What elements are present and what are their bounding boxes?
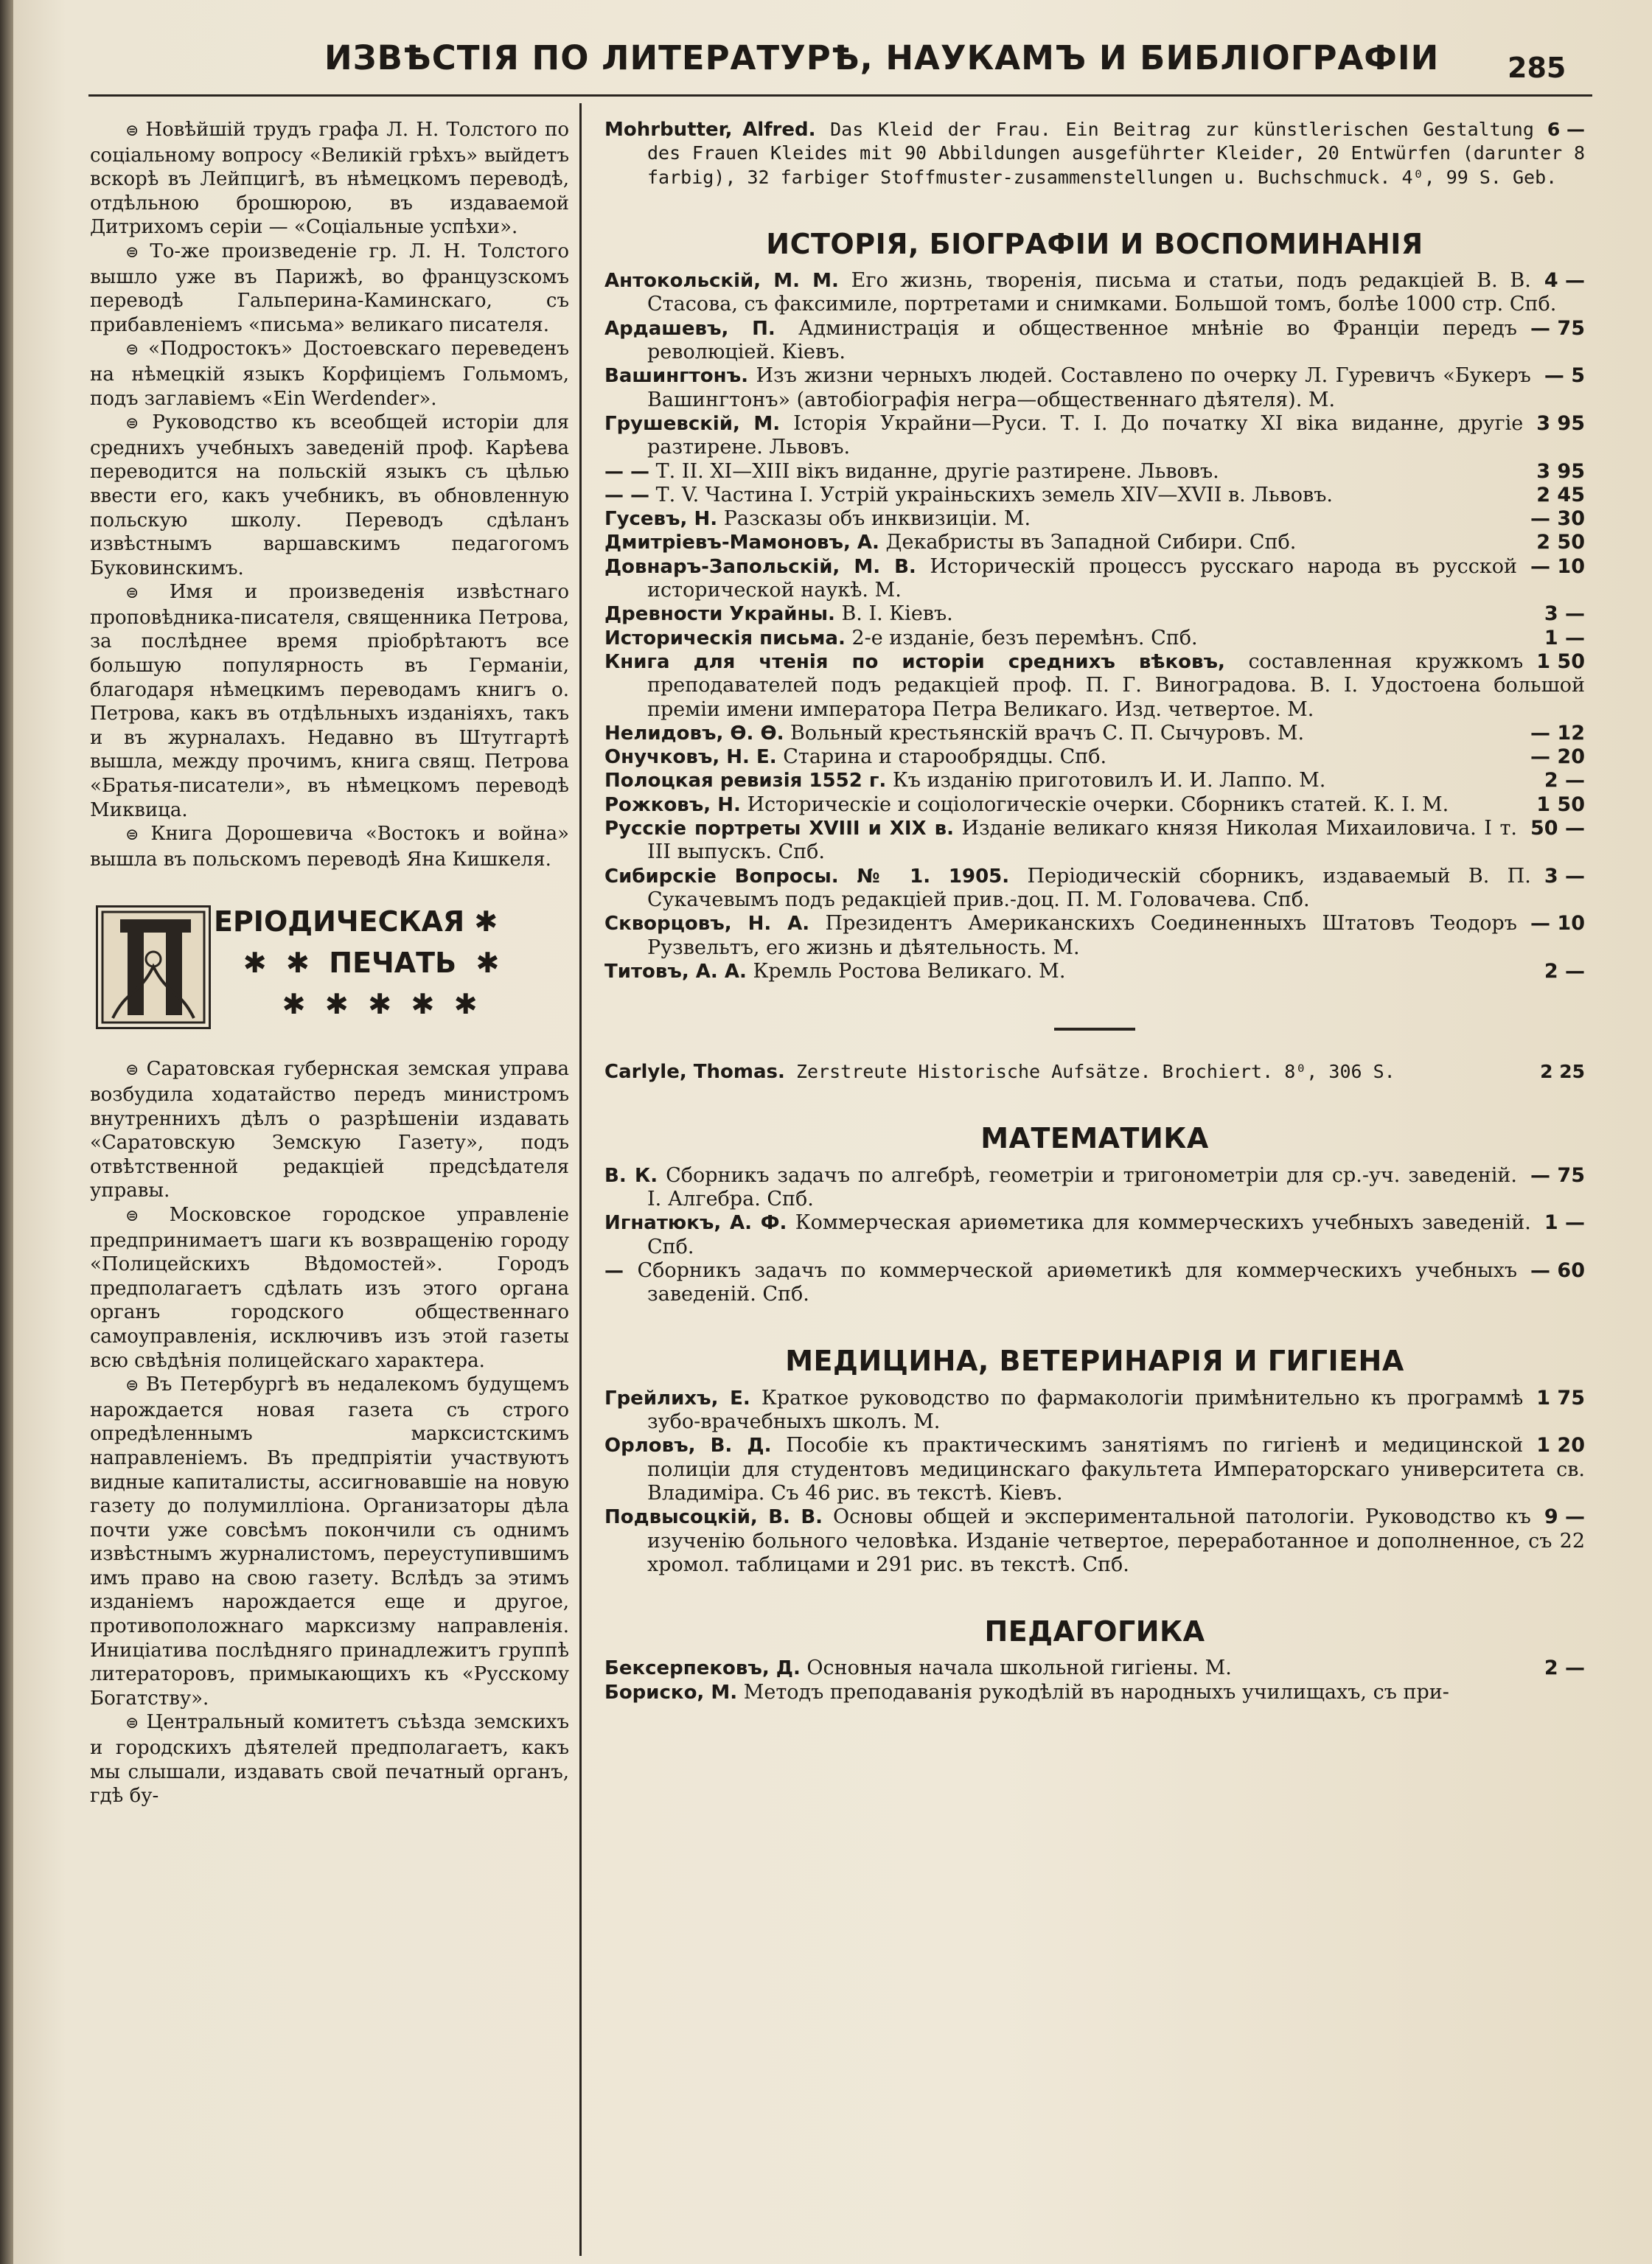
bullet-mark-icon: ⊜ [125, 1376, 146, 1396]
entry-author: Рожковъ, Н. [604, 793, 741, 816]
bibliography-entry [604, 650, 1585, 722]
news-item [90, 118, 569, 240]
entry-text: Сборникъ задачъ по коммерческой ариѳметикѣ для коммерческихъ учебныхъ заведеній. Спб. [637, 1258, 1518, 1306]
bibliography-entry [604, 745, 1585, 769]
section-title-history: ИСТОРІЯ, БІОГРАФІИ И ВОСПОМИНАНІЯ [766, 227, 1423, 260]
header-title: ИЗВѢСТІЯ ПО ЛИТЕРАТУРѢ, НАУКАМЪ И БИБЛІОГРАФІИ [324, 38, 1440, 77]
bibliography-entry [604, 1211, 1585, 1259]
entry-price: 50 — [1530, 817, 1585, 840]
bibliography-entry [604, 1505, 1585, 1577]
bibliography-entry [604, 817, 1585, 865]
entry-author: Титовъ, А. А. [604, 960, 747, 983]
bibliography-entry [604, 507, 1585, 531]
bibliography-entry [604, 1259, 1585, 1307]
entry-author: В. К. [604, 1164, 658, 1187]
entry-text: Кремль Ростова Великаго. М. [753, 959, 1066, 983]
bibliography-entry [604, 769, 1585, 793]
entry-text: Его жизнь, творенія, письма и статьи, подъ редакціей В. В. Стасова, съ факсимиле, портретами и снимками. Большой томъ, болѣе 1000 стр. Спб. [647, 269, 1557, 316]
entry-author: Историческія письма. [604, 627, 846, 649]
bullet-mark-icon: ⊜ [125, 341, 149, 360]
entry-text: Къ изданію приготовилъ И. И. Лаппо. М. [892, 769, 1326, 793]
bibliography-entry [604, 317, 1585, 365]
news-item [90, 1057, 569, 1203]
header-rule [88, 94, 1592, 97]
entry-price: 1 75 [1536, 1386, 1585, 1410]
entry-text: Президентъ Американскихъ Соединенныхъ Штатовъ Теодоръ Рузвельтъ, его жизнь и дѣятельность. М. [647, 912, 1517, 959]
news-text: Московское городское управленіе предпринимаетъ шаги къ возвращенію городу «Полицейскихъ Вѣдомостей». Городъ предполагаетъ сдѣлать изъ этого органа органъ городского общественнаго самоуправленія, исключивъ изъ этой газеты всю свѣдѣнія полицейскаго характера. [90, 1203, 569, 1372]
entry-price: 1 20 [1536, 1434, 1585, 1457]
bibliography-entry [604, 1164, 1585, 1212]
entry-price: — 12 [1530, 721, 1585, 745]
entry-author: Онучковъ, Н. Е. [604, 746, 777, 769]
entry-text: Историческіе и соціологическіе очерки. Сборникъ статей. К. I. М. [747, 793, 1449, 816]
entry-author: Полоцкая ревизія 1552 г. [604, 770, 887, 793]
entry-price: — 60 [1530, 1258, 1585, 1282]
bibliography-entry [604, 722, 1585, 745]
news-item [90, 240, 569, 337]
bullet-mark-icon: ⊜ [125, 826, 151, 845]
bibliography-entry [604, 1434, 1585, 1505]
news-item [90, 337, 569, 411]
entry-price: 1 — [1544, 626, 1585, 649]
bullet-mark-icon: ⊜ [125, 1206, 170, 1225]
entry-price: 9 — [1544, 1505, 1585, 1529]
entry-price: — 30 [1530, 507, 1585, 531]
news-list-top [90, 118, 569, 871]
entry-price: — 10 [1530, 554, 1585, 578]
bibliography-entry [604, 118, 1585, 189]
math-list [604, 1164, 1585, 1307]
entry-author: — [604, 1259, 624, 1282]
entry-author: Орловъ, В. Д. [604, 1435, 772, 1457]
entry-price: 2 — [1544, 1657, 1585, 1680]
entry-author: Бориско, М. [604, 1681, 738, 1704]
news-item [90, 822, 569, 871]
entry-author: Довнаръ-Запольскій, М. В. [604, 555, 916, 578]
news-text: Въ Петербургѣ въ недалекомъ будущемъ нарождается новая газета съ строго опредѣленнымъ марксистскимъ направленіемъ. Въ предпріятіи участвуютъ видные капиталисты, ассигновавшіе на новую газету до полумилліона. Организаторы дѣла почти уже совсѣмъ покончили съ однимъ извѣстнымъ журналистомъ, переуступившимъ имъ право на свою газету. Вслѣдъ за этимъ изданіемъ нарождается еще и другое, противоположнаго марксизму направленія. Иниціатива послѣдняго принадлежитъ группѣ литераторовъ, примыкающихъ къ «Русскому Богатству». [90, 1373, 569, 1710]
bibliography-entry [604, 1681, 1585, 1704]
entry-author: Нелидовъ, Ѳ. Ѳ. [604, 722, 784, 745]
news-text: Руководство къ всеобщей исторіи для среднихъ учебныхъ заведеній проф. Карѣева переводится на польскій языкъ съ цѣлью ввести его, какъ учебникъ, въ обновленную польскую школу. Переводъ сдѣланъ извѣстнымъ варшавскимъ педагогомъ Буковинскимъ. [90, 411, 569, 579]
entry-author: Гусевъ, Н. [604, 508, 718, 531]
bibliography-entry [604, 460, 1585, 484]
entry-author: Mohrbutter, Alfred. [604, 119, 816, 141]
bibliography-entry [604, 1387, 1585, 1435]
news-text: Имя и произведенія извѣстнаго проповѣдника-писателя, священника Петрова, за послѣднее время пріобрѣтаютъ все большую популярность въ Германіи, благодаря нѣмецкимъ переводамъ книгъ о. Петрова, какъ въ отдѣльныхъ изданіяхъ, такъ и въ журналахъ. Недавно въ Штутгартѣ вышла, между прочимъ, книга свящ. Петрова «Братья-писатели», въ нѣмецкомъ переводѣ Миквица. [90, 581, 569, 821]
entry-author: Грейлихъ, Е. [604, 1387, 750, 1410]
news-text: Саратовская губернская земская управа возбудила ходатайство передъ министромъ внутреннихъ дѣлъ о разрѣшеніи издавать «Саратовскую Земскую Газету», подъ отвѣтственной редакціей предсѣдателя управы. [90, 1058, 569, 1202]
entry-text: Історія Украйни—Руси. Т. І. До початку XI віка виданне, другіе разтирене. Львовъ. [647, 411, 1524, 459]
bullet-mark-icon: ⊜ [125, 122, 146, 140]
right-column [604, 118, 1585, 1704]
entry-author: Древности Украйны. [604, 603, 835, 626]
bullet-mark-icon: ⊜ [125, 414, 153, 433]
entry-price: 3 95 [1536, 411, 1585, 435]
entry-author: Вашингтонъ. [604, 365, 749, 388]
pedagogy-list [604, 1657, 1585, 1704]
entry-text: Коммерческая ариѳметика для коммерческихъ учебныхъ заведеній. Спб. [647, 1211, 1531, 1258]
medicine-list [604, 1387, 1585, 1577]
bibliography-entry [604, 364, 1585, 412]
entry-text: Историческій процессъ русскаго народа въ русской исторической наукѣ. М. [647, 554, 1517, 602]
entry-text: Сборникъ задачъ по алгебрѣ, геометріи и тригонометріи для ср.-уч. заведеній. I. Алгебра. Спб. [647, 1163, 1518, 1211]
entry-text: Краткое руководство по фармакологіи примѣнительно къ программѣ зубо-врачебныхъ школъ. М. [647, 1386, 1524, 1434]
entry-text: Т. V. Частина I. Устрій украіньскихъ земель XIV—XVII в. Львовъ. [655, 483, 1333, 506]
news-text: «Подростокъ» Достоевскаго переведенъ на нѣмецкій языкъ Корфиціемъ Гольмомъ, подъ заглавіемъ «Ein Werdender». [90, 338, 569, 410]
entry-author: Carlyle, Thomas. [604, 1061, 785, 1084]
bibliography-entry [604, 912, 1585, 960]
bibliography-entry [604, 555, 1585, 603]
bibliography-entry [604, 1657, 1585, 1680]
bullet-mark-icon: ⊜ [125, 584, 170, 603]
entry-text: В. I. Кіевъ. [841, 602, 953, 626]
entry-author: Подвысоцкій, В. В. [604, 1506, 823, 1529]
news-list-bottom [90, 1057, 569, 1808]
news-item [90, 580, 569, 822]
news-item [90, 1710, 569, 1808]
entry-text: Das Kleid der Frau. Ein Beitrag zur künstlerischen Gestaltung des Frauen Kleides mit 90 Abbildungen ausgeführter Kleider, 20 Entwürfen (darunter 8 farbig), 32 farbiger Stoffmuster-zusammenstellungen u. Buchschmuck. 4⁰, 99 S. Geb. [647, 119, 1585, 188]
entry-text: Администрація и общественное мнѣніе во Франціи передъ революціей. Кіевъ. [647, 316, 1517, 364]
entry-price: — 20 [1530, 745, 1585, 769]
entry-author: — — [604, 460, 650, 483]
entry-text: 2-е изданіе, безъ перемѣнъ. Спб. [851, 626, 1198, 649]
bibliography-entry [604, 269, 1585, 317]
entry-price: 6 — [1547, 119, 1585, 140]
entry-text: Изъ жизни черныхъ людей. Составлено по очерку Л. Гуревичъ «Букеръ Вашингтонъ» (автобіографія негра—общественнаго дѣятеля). М. [647, 364, 1531, 411]
left-column [90, 118, 569, 1808]
bibliography-entry [604, 960, 1585, 983]
bibliography-entry [604, 484, 1585, 507]
bullet-mark-icon: ⊜ [125, 1714, 147, 1733]
news-text: Новѣйшій трудъ графа Л. Н. Толстого по соціальному вопросу «Великій грѣхъ» выйдетъ вскорѣ въ Лейпцигѣ, въ нѣмецкомъ переводѣ, отдѣльною брошюрою, въ издаваемой Дитрихомъ серіи — «Соціальные успѣхи». [90, 119, 570, 239]
section-title-math: МАТЕМАТИКА [980, 1122, 1209, 1155]
bullet-mark-icon: ⊜ [125, 1061, 147, 1080]
column-divider [579, 103, 582, 2256]
news-item [90, 411, 569, 580]
entry-author: Бексерпековъ, Д. [604, 1657, 801, 1680]
bibliography-entry [604, 793, 1585, 817]
entry-author: Ардашевъ, П. [604, 317, 776, 340]
bullet-mark-icon: ⊜ [125, 243, 150, 262]
entry-text: Періодическій сборникъ, издаваемый В. П. Сукачевымъ подъ редакціей прив.-доц. П. М. Головачева. Спб. [647, 864, 1531, 911]
section-title-pedagogy: ПЕДАГОГИКА [984, 1615, 1205, 1648]
entry-price: 4 — [1544, 269, 1585, 293]
entry-price: 2 45 [1536, 483, 1585, 506]
entry-price: 3 95 [1536, 459, 1585, 483]
news-text: Центральный комитетъ съѣзда земскихъ и городскихъ дѣятелей предполагаетъ, какъ мы слышали, издавать свой печатный органъ, гдѣ бу- [90, 1711, 569, 1808]
entry-text: Т. II. XI—XIII вікъ виданне, другіе разтирене. Львовъ. [655, 459, 1219, 483]
bibliography-entry [604, 627, 1585, 650]
entry-author: Сибирскіе Вопросы. № 1. 1905. [604, 865, 1010, 888]
entry-author: Русскіе портреты XVIII и XIX в. [604, 818, 954, 840]
section-rule [1054, 1028, 1135, 1031]
entry-author: Скворцовъ, Н. А. [604, 913, 810, 936]
entry-text: составленная кружкомъ преподавателей подъ редакціей проф. П. Г. Виноградова. В. I. Удостоена большой преміи имени императора Петра Великаго. Изд. четвертое. М. [647, 649, 1585, 721]
bibliography-entry [604, 412, 1585, 460]
entry-price: 1 50 [1536, 793, 1585, 816]
entry-price: 1 — [1544, 1211, 1585, 1235]
entry-price: 2 25 [1540, 1061, 1585, 1083]
entry-text: Старина и старообрядцы. Спб. [783, 745, 1107, 769]
entry-price: 3 — [1544, 864, 1585, 888]
news-item [90, 1373, 569, 1710]
entry-price: — 75 [1530, 316, 1585, 340]
entry-text: Изданіе великаго князя Николая Михаиловича. I т. III выпускъ. Спб. [647, 817, 1518, 864]
entry-author: Грушевскій, М. [604, 412, 781, 435]
entry-text: Методъ преподаванія рукодѣлій въ народныхъ училищахъ, съ при- [743, 1680, 1449, 1704]
entry-author: Дмитріевъ-Мамоновъ, А. [604, 532, 879, 554]
page-number: 285 [1508, 52, 1566, 84]
entry-price: 1 50 [1536, 649, 1585, 673]
periodical-title: ЕРІОДИЧЕСКАЯ ✱ ✱ ✱ ПЕЧАТЬ ✱ ✱ ✱ ✱ ✱ ✱ [214, 905, 500, 1021]
entry-text: Zerstreute Historische Aufsätze. Brochiert. 8⁰, 306 S. [795, 1061, 1395, 1083]
entry-text: Декабристы въ Западной Сибири. Спб. [885, 531, 1297, 554]
page-edge-shadow [0, 0, 13, 2264]
news-item [90, 1203, 569, 1373]
entry-author: Игнатюкъ, А. Ф. [604, 1212, 787, 1235]
entry-price: 2 — [1544, 769, 1585, 793]
running-header [324, 38, 1578, 90]
entry-price: — 75 [1530, 1163, 1585, 1187]
entry-price: 3 — [1544, 602, 1585, 626]
history-list [604, 269, 1585, 983]
entry-price: — 5 [1544, 364, 1585, 388]
entry-text: Вольный крестьянскій врачъ С. П. Сычуровъ. М. [790, 721, 1305, 745]
entry-text: Основныя начала школьной гигіены. М. [806, 1657, 1232, 1680]
news-text: Книга Дорошевича «Востокъ и война» вышла въ польскомъ переводѣ Яна Кишкеля. [90, 823, 569, 871]
ornamental-initial-icon [96, 905, 211, 1029]
bibliography-entry [604, 602, 1585, 626]
section-title-medicine: МЕДИЦИНА, ВЕТЕРИНАРІЯ И ГИГІЕНА [785, 1345, 1404, 1378]
periodical-heading [90, 901, 569, 1041]
entry-author: — — [604, 484, 650, 506]
entry-text: Разсказы объ инквизиціи. М. [723, 507, 1031, 531]
entry-price: — 10 [1530, 912, 1585, 936]
entry-author: Антокольскій, М. М. [604, 270, 839, 293]
bibliography-entry [604, 1060, 1585, 1084]
bibliography-entry [604, 865, 1585, 913]
entry-text: Пособіе къ практическимъ занятіямъ по гигіенѣ и медицинской полиціи для студентовъ медицинскаго факультета Императорскаго университета св. Владиміра. Съ 46 рис. въ текстѣ. Кіевъ. [647, 1434, 1585, 1505]
entry-price: 2 — [1544, 959, 1585, 983]
bibliography-entry [604, 531, 1585, 554]
entry-text: Основы общей и экспериментальной патологіи. Руководство къ изученію больного человѣка. Изданіе четвертое, переработанное и дополненное, съ 22 хромол. таблицами и 291 рис. въ текстѣ. Спб. [647, 1505, 1585, 1576]
entry-price: 2 50 [1536, 531, 1585, 554]
news-text: То-же произведеніе гр. Л. Н. Толстого вышло уже въ Парижѣ, во французскомъ переводѣ Гальперина-Каминскаго, съ прибавленіемъ «письма» великаго писателя. [90, 240, 569, 336]
entry-author: Книга для чтенія по исторіи среднихъ вѣковъ, [604, 650, 1225, 673]
